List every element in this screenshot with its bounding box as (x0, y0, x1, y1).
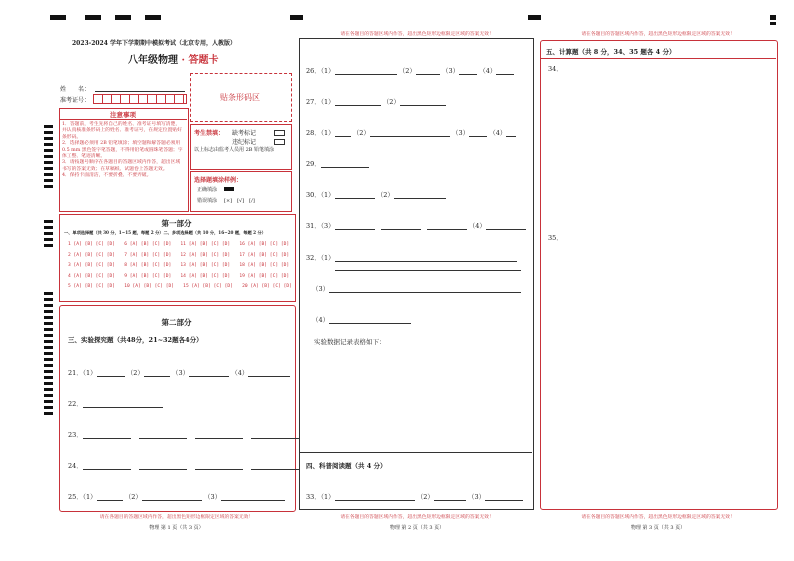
answer-blank[interactable] (335, 190, 375, 199)
q32 (306, 253, 517, 262)
answer-blank[interactable] (486, 221, 526, 230)
q31 (306, 221, 526, 230)
region-note: 请在各题目的答题区域内作答，超出黑色矩形边框限定区域的答案无效！ (340, 32, 494, 37)
q26-label: （3） (441, 67, 460, 75)
side-mark (44, 346, 53, 349)
section5-title: 五、计算题（共 8 分，34、35 题各 4 分） (546, 48, 676, 56)
answer-blank[interactable] (506, 128, 516, 137)
answer-blank[interactable] (335, 66, 397, 75)
notice-divider (59, 119, 187, 120)
answer-blank[interactable] (189, 368, 229, 377)
card-title-subject: 八年级物理 (128, 55, 178, 66)
q21-label: （3） (171, 369, 190, 377)
answer-blank[interactable] (329, 315, 411, 324)
side-mark (44, 298, 53, 301)
region-note: 请在各题目的答题区域内作答，超出黑色矩形边框限定区域的答案无效！ (99, 515, 254, 520)
answer-row[interactable]: 1 [A] [B] [C] [D] 6 [A] [B] [C] [D] 11 [A] [B] [C] [D] 16 [A] [B] [C] [D] (68, 242, 290, 247)
side-mark (44, 340, 53, 343)
answer-blank[interactable] (485, 492, 523, 501)
q25-label: （3） (203, 493, 222, 501)
side-mark (44, 149, 53, 152)
notice-item: 2．选择题必须用 2B 铅笔填涂；填空题和解答题必须用 0.5 mm 黑色签字笔答题，不得用铅笔或圆珠笔答题；字体工整、笔迹清晰。 (62, 141, 183, 160)
timing-mark (115, 15, 131, 20)
answer-row[interactable]: 5 [A] [B] [C] [D] 10 [A] [B] [C] [D] 15 [A] [B] [C] [D] 20 [A] [B] [C] [D] (68, 284, 292, 289)
answer-blank[interactable] (381, 221, 421, 230)
q32-label: （3） (312, 285, 330, 293)
side-mark (44, 143, 53, 146)
answer-blank[interactable] (459, 66, 477, 75)
answer-blank[interactable] (335, 492, 415, 501)
timing-mark (85, 15, 101, 20)
side-mark (44, 131, 53, 134)
region-note: 请在各题目的答题区域内作答，超出黑色矩形边框限定区域的答案无效！ (581, 32, 735, 37)
notice-item: 3．请按题号顺序在各题目的答题区域内作答，超出区域书写的答案无效；在草稿纸、试题卷上答题无效。 (62, 160, 181, 172)
q33 (306, 492, 523, 501)
answer-line[interactable] (335, 270, 521, 271)
section4-title: 四、科普阅读题（共 4 分） (306, 462, 387, 470)
side-mark (44, 364, 53, 367)
q26 (306, 66, 514, 75)
answer-blank[interactable] (469, 128, 487, 137)
side-mark (44, 310, 53, 313)
answer-blank[interactable] (335, 128, 351, 137)
region-note: 请在各题目的答题区域内作答，超出黑色矩形边框限定区域的答案无效！ (581, 515, 735, 520)
q33-label: 33．（1） (306, 493, 335, 501)
answer-blank[interactable] (139, 430, 187, 439)
fill-wrong-marks: [×] [√] [/] (224, 198, 255, 204)
side-mark (44, 358, 53, 361)
side-mark (44, 304, 53, 307)
side-mark (44, 244, 53, 247)
answer-blank[interactable] (427, 221, 467, 230)
answer-blank[interactable] (329, 284, 521, 293)
answer-blank[interactable] (251, 461, 299, 470)
q29-label: 29． (306, 160, 321, 168)
answer-blank[interactable] (83, 399, 163, 408)
side-mark (44, 388, 53, 391)
card-title-suffix: 答题卡 (188, 55, 219, 66)
notice-title: 注意事项 (110, 111, 136, 119)
barcode-label: 贴条形码区 (220, 93, 260, 102)
title-dot: · (178, 55, 189, 66)
side-mark (44, 412, 53, 415)
q22 (68, 399, 163, 408)
notice-item: 4．保持卡面清洁，不要折叠、不要弄破。 (62, 173, 152, 179)
part1-subtitle: 一、单项选择题（共 30 分，1~15 题，每题 2 分）二、多项选择题（共 10 分，16~20 题，每题 2 分） (64, 230, 266, 235)
q34-label: 34． (548, 65, 563, 73)
fill-sample-title: 选择题填涂样例： (194, 177, 243, 184)
side-mark (44, 328, 53, 331)
side-mark (44, 125, 53, 128)
answer-blank[interactable] (83, 430, 131, 439)
q30 (306, 190, 446, 199)
id-boxes[interactable] (93, 94, 187, 104)
timing-mark (528, 15, 541, 20)
fill-correct-mark (224, 187, 234, 191)
section3-title: 三、实验探究题（共48分，21~32题各4分） (68, 336, 203, 344)
answer-row[interactable]: 2 [A] [B] [C] [D] 7 [A] [B] [C] [D] 12 [A] [B] [C] [D] 17 [A] [B] [C] [D] (68, 252, 290, 258)
side-mark (44, 394, 53, 397)
q24 (68, 461, 299, 470)
q21-label: （2） (126, 369, 144, 377)
page-footer: 物理 第 3 页（共 3 页） (630, 525, 686, 531)
answer-blank[interactable] (144, 368, 170, 377)
side-mark (44, 155, 53, 158)
part2-title: 第二部分 (161, 318, 192, 327)
page-footer: 物理 第 1 页（共 3 页） (149, 525, 204, 531)
name-input[interactable] (95, 91, 185, 92)
q35-label: 35． (548, 234, 563, 242)
forbidden-note: 以上标志由监考人员用 2B 铅笔填涂 (194, 147, 275, 153)
q25-label: （2） (124, 493, 142, 501)
q31-label: （4） (468, 222, 486, 230)
q26-label: 26．（1） (306, 67, 335, 75)
side-mark (44, 382, 53, 385)
part1-title: 第一部分 (161, 219, 192, 228)
page-footer: 物理 第 2 页（共 3 页） (389, 525, 445, 531)
side-mark (44, 161, 53, 164)
exam-title: 2023-2024 学年下学期期中模拟考试（北京专用，人教版） (72, 40, 236, 47)
q33-label: （2） (416, 493, 434, 501)
timing-mark (145, 15, 161, 20)
page2-box (299, 38, 534, 510)
q28 (306, 128, 516, 137)
side-mark (44, 137, 53, 140)
q32-label: 32．（1） (306, 254, 335, 262)
side-mark (44, 370, 53, 373)
answer-blank[interactable] (496, 66, 514, 75)
q21-label: （4） (231, 369, 249, 377)
answer-blank[interactable] (97, 368, 125, 377)
q27 (306, 97, 446, 106)
q32-label: （4） (312, 316, 330, 324)
q21 (68, 368, 290, 377)
answer-blank[interactable] (142, 492, 202, 501)
fill-correct-label: 正确填涂 (197, 187, 218, 193)
side-mark (44, 292, 53, 295)
answer-blank[interactable] (400, 97, 446, 106)
q33-label: （3） (467, 493, 486, 501)
side-mark (44, 232, 53, 235)
notice-list (62, 122, 184, 180)
answer-blank[interactable] (335, 221, 375, 230)
q25-label: 25．（1） (68, 493, 97, 501)
side-mark (44, 173, 53, 176)
side-mark (44, 238, 53, 241)
q21-label: 21．（1） (68, 369, 97, 377)
answer-blank[interactable] (416, 66, 440, 75)
table-note: 实验数据记录表格如下： (314, 338, 386, 346)
answer-blank[interactable] (321, 159, 369, 168)
side-mark (44, 400, 53, 403)
q30-label: （2） (376, 191, 394, 199)
violation-label: 违纪标记 (232, 139, 257, 146)
id-label: 准考证号： (60, 97, 91, 104)
side-mark (44, 406, 53, 409)
section5-divider (540, 58, 776, 59)
answer-blank[interactable] (97, 492, 123, 501)
q30-label: 30．（1） (306, 191, 335, 199)
q28-label: （3） (451, 129, 470, 137)
answer-grid[interactable] (68, 240, 292, 293)
absent-checkbox[interactable] (274, 130, 285, 136)
side-mark (44, 220, 53, 223)
q23-label: 23． (68, 431, 83, 439)
q28-label: 28．（1） (306, 129, 335, 137)
answer-blank[interactable] (434, 492, 466, 501)
answer-blank[interactable] (370, 128, 450, 137)
card-title (128, 51, 218, 66)
side-mark (44, 334, 53, 337)
timing-mark (50, 15, 66, 20)
notice-item: 1．答题前，考生先将自己的姓名、准考证号填写清楚，并认真核准条形码上的姓名、准考证号，在规定位置贴好条形码。 (62, 122, 182, 140)
answer-blank[interactable] (195, 430, 243, 439)
q32-4 (312, 315, 411, 324)
forbidden-label: 考生禁填： (194, 130, 225, 137)
section-divider (299, 452, 532, 453)
side-mark (44, 322, 53, 325)
q27-label: （2） (382, 98, 400, 106)
side-mark (44, 167, 53, 170)
answer-blank[interactable] (221, 492, 285, 501)
answer-blank[interactable] (335, 253, 517, 262)
side-mark (44, 179, 53, 182)
answer-blank[interactable] (394, 190, 446, 199)
q22-label: 22． (68, 400, 83, 408)
answer-blank[interactable] (248, 368, 290, 377)
timing-mark (770, 15, 776, 20)
q24-label: 24． (68, 462, 83, 470)
timing-mark (770, 22, 776, 25)
answer-blank[interactable] (83, 461, 131, 470)
timing-mark (290, 15, 303, 20)
q26-label: （4） (479, 67, 497, 75)
side-mark (44, 316, 53, 319)
answer-blank[interactable] (139, 461, 187, 470)
violation-checkbox[interactable] (274, 139, 285, 145)
absent-label: 缺考标记 (232, 130, 257, 137)
q31-label: 31．（3） (306, 222, 335, 230)
q25 (68, 492, 285, 501)
q23 (68, 430, 299, 439)
answer-blank[interactable] (195, 461, 243, 470)
side-mark (44, 185, 53, 188)
side-mark (44, 376, 53, 379)
answer-blank[interactable] (251, 430, 299, 439)
page3-box (540, 40, 778, 510)
name-label: 姓 名： (60, 86, 91, 93)
fill-wrong-label: 错误填涂 (197, 198, 218, 204)
q32-3 (312, 284, 521, 293)
answer-row[interactable]: 3 [A] [B] [C] [D] 8 [A] [B] [C] [D] 13 [A] [B] [C] [D] 18 [A] [B] [C] [D] (68, 263, 290, 268)
side-mark (44, 226, 53, 229)
q28-label: （2） (352, 129, 370, 137)
region-note: 请在各题目的答题区域内作答，超出黑色矩形边框限定区域的答案无效！ (340, 515, 494, 520)
q27-label: 27．（1） (306, 98, 335, 106)
q29 (306, 159, 369, 168)
answer-row[interactable]: 4 [A] [B] [C] [D] 9 [A] [B] [C] [D] 14 [A] [B] [C] [D] 19 [A] [B] [C] [D] (68, 273, 290, 279)
answer-blank[interactable] (335, 97, 381, 106)
q26-label: （2） (398, 67, 416, 75)
q28-label: （4） (489, 129, 507, 137)
side-mark (44, 352, 53, 355)
